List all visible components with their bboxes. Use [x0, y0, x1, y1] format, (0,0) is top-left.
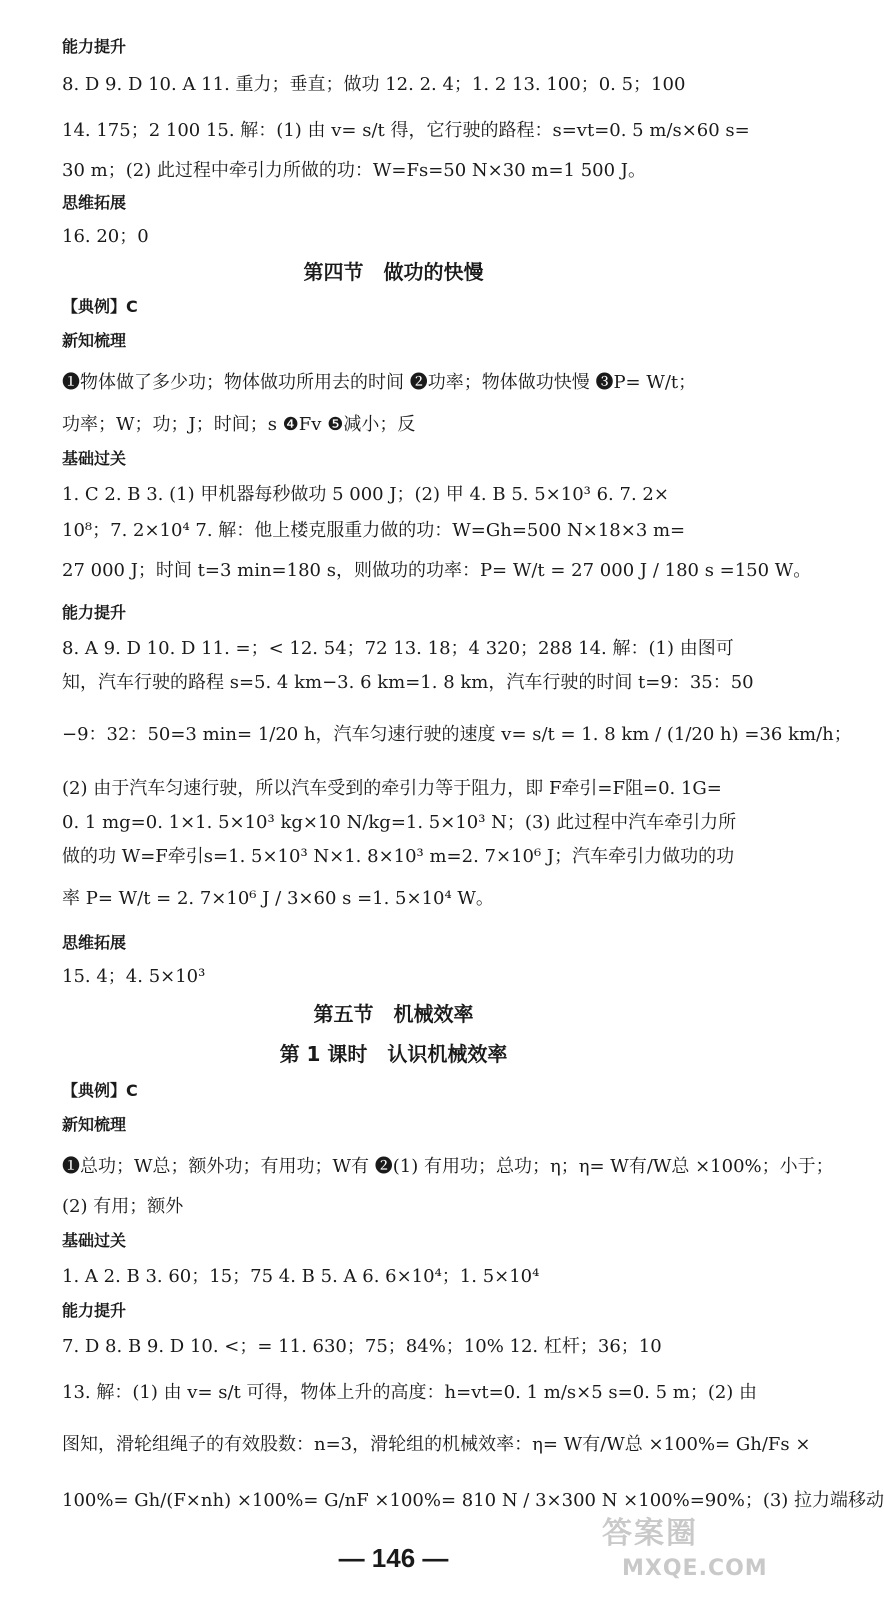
answer-line: 30 m；(2) 此过程中牵引力所做的功：W=Fs=50 N×30 m=1 500 J。 — [62, 160, 647, 181]
page-number-dash-left: — — [338, 1543, 372, 1573]
answer-line: 率 P= W/t = 2. 7×10⁶ J / 3×60 s =1. 5×10⁴ W。 — [62, 888, 494, 909]
answer-line: 8. A 9. D 10. D 11. =；< 12. 54；72 13. 18；4 320；288 14. 解：(1) 由图可 — [62, 638, 734, 659]
answer-line: 1. A 2. B 3. 60；15；75 4. B 5. A 6. 6×10⁴；1. 5×10⁴ — [62, 1266, 540, 1287]
answer-line: ❶总功；W总；额外功；有用功；W有 ❷(1) 有用功；总功；η；η= W有/W总 ×100%；小于； — [62, 1156, 834, 1177]
answer-line: 做的功 W=F牵引s=1. 5×10³ N×1. 8×10³ m=2. 7×10⁶ J；汽车牵引力做功的功 — [62, 846, 735, 867]
section-title: 第五节 机械效率 — [313, 1002, 474, 1026]
section-heading: 思维拓展 — [62, 933, 127, 952]
answer-line: 图知，滑轮组绳子的有效股数：n=3，滑轮组的机械效率：η= W有/W总 ×100%= Gh/Fs × — [62, 1434, 811, 1455]
section-heading: 思维拓展 — [62, 193, 127, 212]
answer-line: 27 000 J；时间 t=3 min=180 s，则做功的功率：P= W/t = 27 000 J / 180 s =150 W。 — [62, 560, 812, 581]
answer-line: 15. 4；4. 5×10³ — [62, 966, 206, 987]
section-heading: 能力提升 — [62, 603, 127, 622]
answer-line: 0. 1 mg=0. 1×1. 5×10³ kg×10 N/kg=1. 5×10³ N；(3) 此过程中汽车牵引力所 — [62, 812, 737, 833]
answer-line: 16. 20；0 — [62, 226, 149, 247]
section-heading: 新知梳理 — [62, 1115, 127, 1134]
answer-line: (2) 有用；额外 — [62, 1196, 184, 1217]
answer-line: 100%= Gh/(F×nh) ×100%= G/nF ×100%= 810 N / 3×300 N ×100%=90%；(3) 拉力端移动 — [62, 1490, 884, 1511]
example-answer: 【典例】C — [62, 297, 138, 316]
answer-line: −9：32：50=3 min= 1/20 h，汽车匀速行驶的速度 v= s/t = 1. 8 km / (1/20 h) =36 km/h； — [62, 724, 852, 745]
watermark-en: MXQE.COM — [622, 1556, 768, 1581]
section-title: 第四节 做功的快慢 — [303, 260, 484, 284]
answer-line: 知，汽车行驶的路程 s=5. 4 km−3. 6 km=1. 8 km，汽车行驶的时间 t=9：35：50 — [62, 672, 754, 693]
page-number-value: 146 — [371, 1543, 416, 1573]
answer-line: 14. 175；2 100 15. 解：(1) 由 v= s/t 得，它行驶的路程：s=vt=0. 5 m/s×60 s= — [62, 120, 750, 141]
page-number-dash-right: — — [415, 1543, 449, 1573]
section-heading: 能力提升 — [62, 37, 127, 56]
section-heading: 新知梳理 — [62, 331, 127, 350]
watermark-logo — [596, 1508, 776, 1596]
example-answer: 【典例】C — [62, 1081, 138, 1100]
answer-line: 13. 解：(1) 由 v= s/t 可得，物体上升的高度：h=vt=0. 1 m/s×5 s=0. 5 m；(2) 由 — [62, 1382, 758, 1403]
answer-line: (2) 由于汽车匀速行驶，所以汽车受到的牵引力等于阻力，即 F牵引=F阻=0. 1G= — [62, 778, 722, 799]
answer-line: 7. D 8. B 9. D 10. <；= 11. 630；75；84%；10% 12. 杠杆；36；10 — [62, 1336, 662, 1357]
section-heading: 基础过关 — [62, 1231, 127, 1250]
answer-line: 10⁸；7. 2×10⁴ 7. 解：他上楼克服重力做的功：W=Gh=500 N×18×3 m= — [62, 520, 686, 541]
section-heading: 基础过关 — [62, 449, 127, 468]
answer-line: 功率；W；功；J；时间；s ❹Fv ❺减小；反 — [62, 414, 416, 435]
answer-line: 8. D 9. D 10. A 11. 重力；垂直；做功 12. 2. 4；1. 2 13. 100；0. 5；100 — [62, 74, 686, 95]
section-heading: 能力提升 — [62, 1301, 127, 1320]
answer-line: 1. C 2. B 3. (1) 甲机器每秒做功 5 000 J；(2) 甲 4. B 5. 5×10³ 6. 7. 2× — [62, 484, 669, 505]
lesson-title: 第 1 课时 认识机械效率 — [279, 1042, 508, 1066]
watermark-cn: 答案圈 — [602, 1516, 698, 1551]
answer-line: ❶物体做了多少功；物体做功所用去的时间 ❷功率；物体做功快慢 ❸P= W/t； — [62, 372, 697, 393]
